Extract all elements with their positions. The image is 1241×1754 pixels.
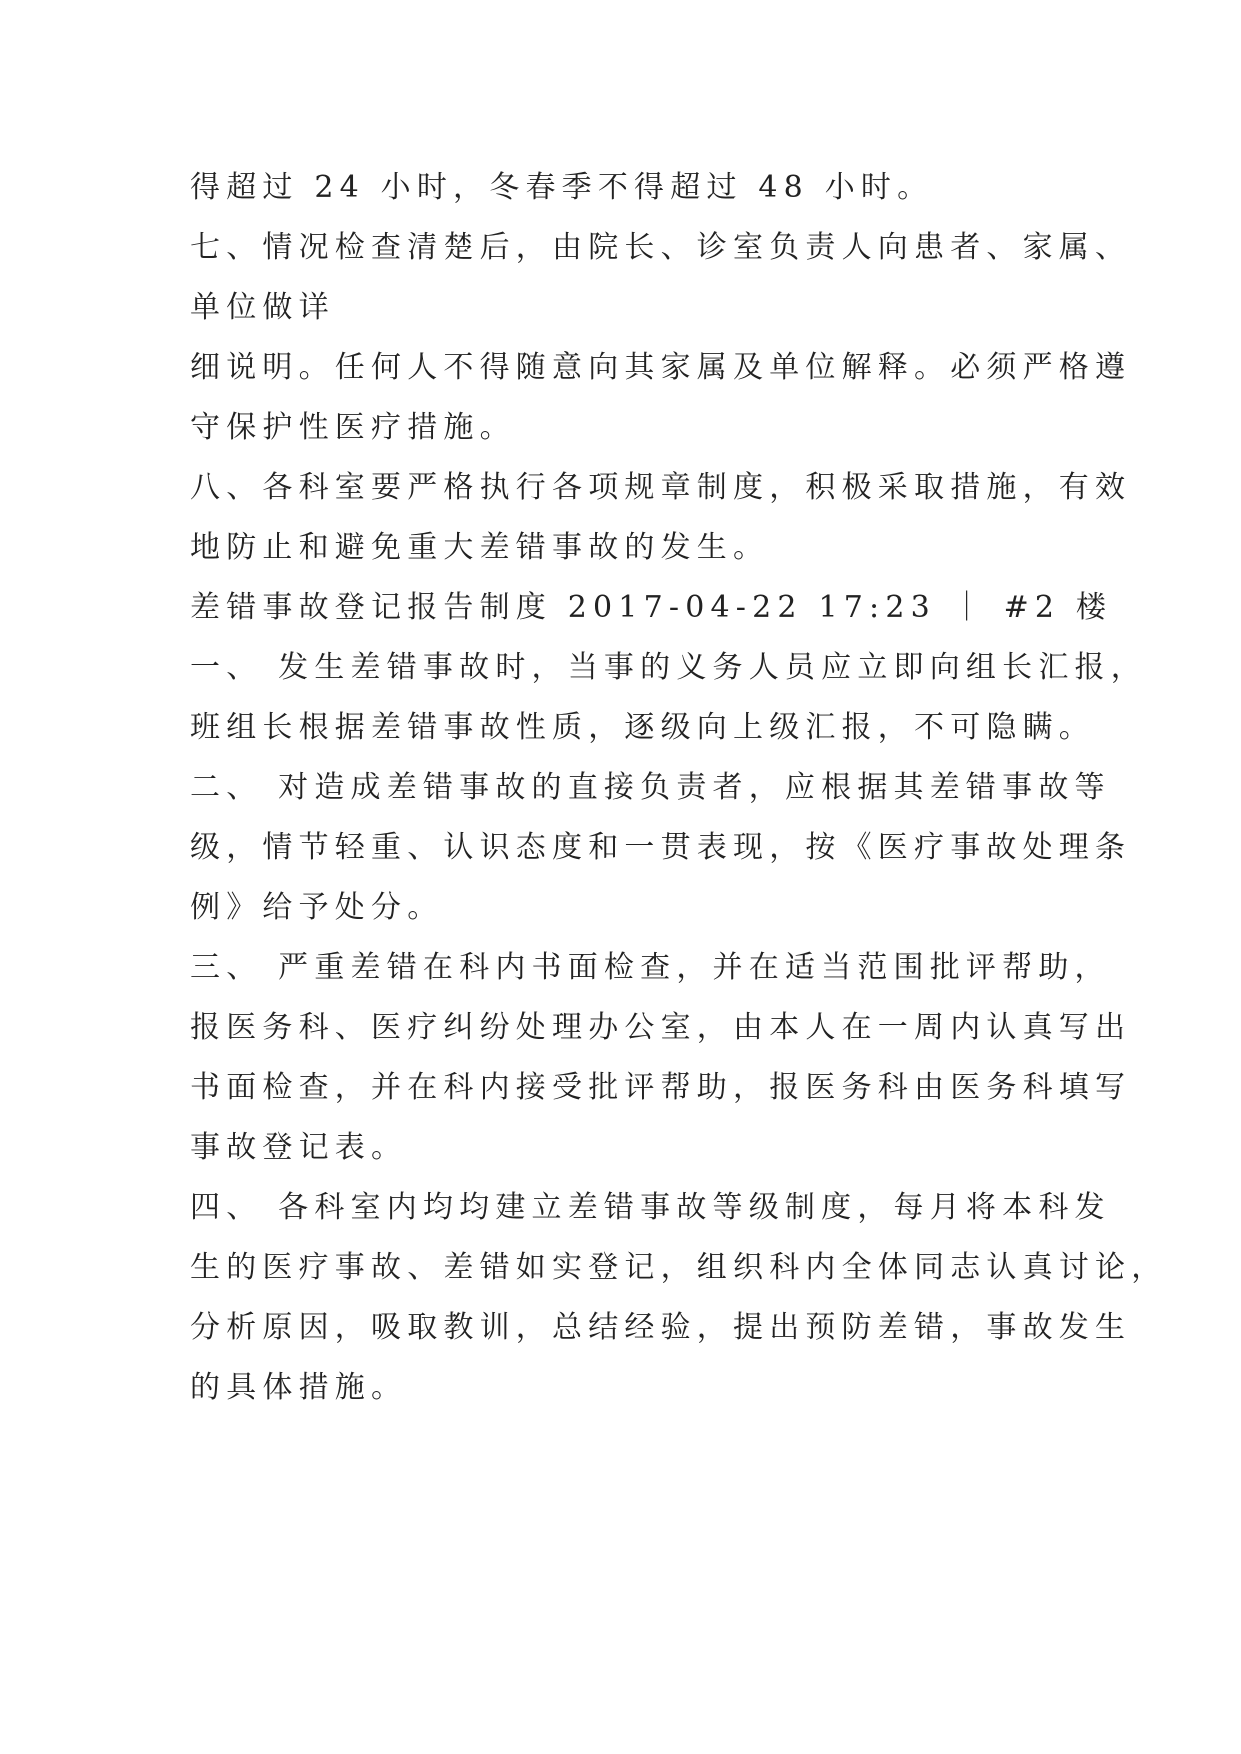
- text-line: 报医务科、医疗纠纷处理办公室，由本人在一周内认真写出: [190, 1010, 1132, 1045]
- text-line: 分析原因，吸取教训，总结经验，提出预防差错，事故发生: [190, 1310, 1132, 1345]
- text-line: 单位做详: [190, 290, 335, 325]
- text-line: 四、 各科室内均均建立差错事故等级制度，每月将本科发: [190, 1190, 1111, 1225]
- text-line: 得超过 24 小时，冬春季不得超过 48 小时。: [190, 170, 934, 205]
- text-line: 一、 发生差错事故时，当事的义务人员应立即向组长汇报，: [190, 650, 1147, 685]
- text-line: 的具体措施。: [190, 1370, 408, 1405]
- text-line: 三、 严重差错在科内书面检查，并在适当范围批评帮助，: [190, 950, 1111, 985]
- text-line: 书面检查，并在科内接受批评帮助，报医务科由医务科填写: [190, 1070, 1132, 1105]
- section-heading: 差错事故登记报告制度 2017-04-22 17:23 ｜ #2 楼: [190, 590, 1113, 625]
- text-line: 地防止和避免重大差错事故的发生。: [190, 530, 770, 565]
- text-line: 生的医疗事故、差错如实登记，组织科内全体同志认真讨论，: [190, 1250, 1168, 1285]
- text-line: 八、各科室要严格执行各项规章制度，积极采取措施，有效: [190, 470, 1132, 505]
- text-line: 二、 对造成差错事故的直接负责者，应根据其差错事故等: [190, 770, 1111, 805]
- text-line: 细说明。任何人不得随意向其家属及单位解释。必须严格遵: [190, 350, 1132, 385]
- text-line: 守保护性医疗措施。: [190, 410, 516, 445]
- text-line: 例》给予处分。: [190, 890, 444, 925]
- text-line: 级，情节轻重、认识态度和一贯表现，按《医疗事故处理条: [190, 830, 1132, 865]
- text-line: 事故登记表。: [190, 1130, 408, 1165]
- text-line: 七、情况检查清楚后，由院长、诊室负责人向患者、家属、: [190, 230, 1132, 265]
- document-body: [190, 158, 1168, 1418]
- text-line: 班组长根据差错事故性质，逐级向上级汇报，不可隐瞒。: [190, 710, 1095, 745]
